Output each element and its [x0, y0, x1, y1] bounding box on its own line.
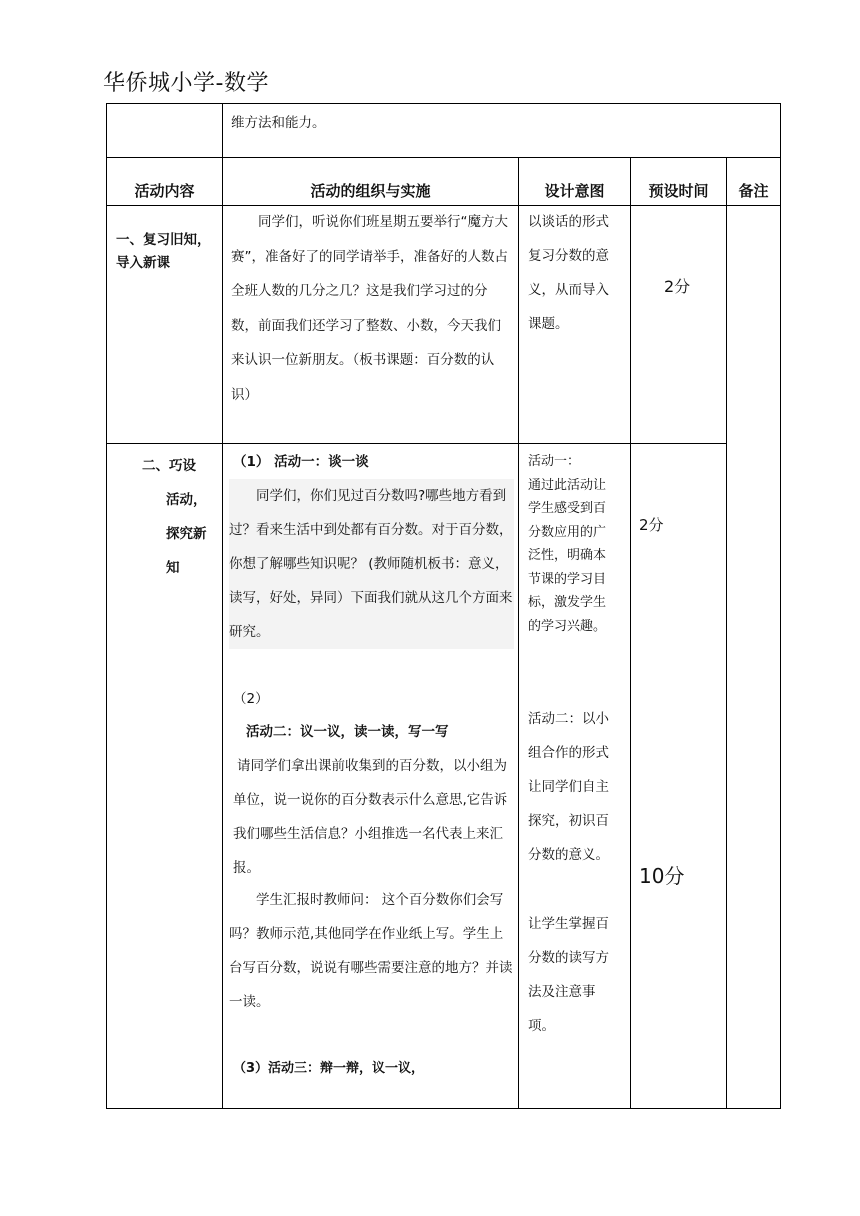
column-header-notes: 备注	[738, 182, 769, 200]
row2-time-activity1: 2分	[639, 516, 664, 534]
row1-intent: 以谈话的形式 复习分数的意 义，从而导入 课题。	[528, 214, 609, 332]
activity1-title: （1） 活动一：谈一谈	[233, 454, 369, 470]
column-header-implementation: 活动的组织与实施	[310, 182, 431, 200]
column-header-time: 预设时间	[648, 182, 709, 200]
activity3-title: （3）活动三：辩一辩，议一议，	[233, 1061, 425, 1076]
row1-label: 一、复习旧知， 导入新课	[116, 232, 211, 271]
activity2-body2: 学生汇报时教师问： 这个百分数你们会写吗？教师示范,其他同学在作业纸上写。学生上台写百分数，说说有哪些需要注意的地方？并读一读。	[229, 892, 513, 1010]
row2-label: 二、巧设 活动， 探究新 知	[142, 458, 207, 576]
activity2-body1: 请同学们拿出课前收集到的百分数，以小组为单位，说一说你的百分数表示什么意思,它告诉我们哪些生活信息？小组推选一名代表上来汇报。	[233, 758, 508, 876]
column-header-intent: 设计意图	[544, 182, 605, 200]
activity2-number: （2）	[233, 691, 269, 707]
row2-intent-activity1: 活动一： 通过此活动让 学生感受到百 分数应用的广 泛性，明确本 节课的学习目 标，激发学生 的学习兴趣。	[528, 454, 607, 634]
page-header-title: 华侨城小学-数学	[103, 71, 269, 96]
row1-time: 2分	[664, 277, 691, 296]
row2-time-activity2: 10分	[639, 864, 685, 888]
activity1-body: 同学们，你们见过百分数吗?哪些地方看到过？看来生活中到处都有百分数。对于百分数，你想了解哪些知识呢？ (教师随机板书：意义，读写，好处，异同）下面我们就从这几个方面来研究。	[229, 479, 514, 649]
row2-intent-activity2: 活动二：以小 组合作的形式 让同学们自主 探究，初识百 分数的意义。	[528, 711, 609, 863]
activity2-title: 活动二：议一议，读一读，写一写	[246, 724, 449, 740]
row1-content: 同学们，听说你们班星期五要举行“魔方大赛”，准备好了的同学请举手，准备好的人数占全班人数的几分之几？这是我们学习过的分数，前面我们还学习了整数、小数，今天我们来认识一位新朋友。（板书课题：百分数的认识）	[231, 214, 508, 403]
top-row-content: 维方法和能力。	[231, 115, 326, 131]
row2-intent-activity2-reading: 让学生掌握百 分数的读写方 法及注意事 项。	[528, 916, 609, 1034]
column-header-activity: 活动内容	[134, 182, 195, 200]
